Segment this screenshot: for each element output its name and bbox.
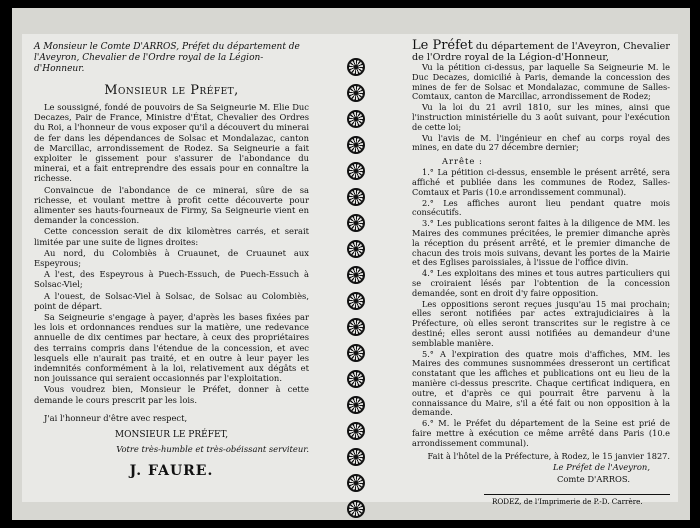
rosette-ornament-icon	[347, 396, 365, 414]
petition-servant-line: Votre très-humble et très-obéissant serviteur.	[116, 443, 309, 454]
decree-article: 3.° Les publications seront faites à la diligence de MM. les Maires des communes précitées, le premier dimanche après la réception du présent arrêté, et le premier dimanche de chacun des trois mois suivans, devant les portes de la Mairie et des Eglises paroissiales, à l'issue de l'office divin.	[412, 218, 670, 268]
decree-article: 1.° La pétition ci-dessus, ensemble le présent arrêté, sera affiché et publiée dans les communes de Rodez, Salles-Comtaux et Paris (10.e arrondissement communal).	[412, 167, 670, 197]
decree-heading-rest: du département de l'Aveyron, Chevalier de l'Ordre royal de la Légion-d'Honneur,	[412, 41, 670, 63]
rosette-ornament-icon	[347, 214, 365, 232]
decree-article: 5.° A l'expiration des quatre mois d'affiches, MM. les Maires des communes susnommées dresseront un certificat constatant que les affiches et publications ont eu lieu de la manière ci-dessus prescrite. Chaque certificat indiquera, en outre, et d'après ce qui pourrait être parvenu à la connaissance du Maire, s'il a été fait ou non opposition à la demande.	[412, 348, 670, 418]
petition-paragraph: Sa Seigneurie s'engage à payer, d'après les bases fixées par les lois et ordonnances rendues sur la matière, une redevance annuelle de dix centimes par hectare, à ceux des propriétaires des terrains compris dans l'étendue de la concession, et avec lesquels elle n'aurait pas traité, et en outre à leur payer les indemnités conformément à la loi, relativement aux dégâts et non jouissance qui seraient occasionnés par l'exploitation.	[34, 312, 309, 384]
petition-column	[34, 34, 309, 479]
decree-date-line: Fait à l'hôtel de la Préfecture, à Rodez, le 15 janvier 1827.	[427, 451, 670, 462]
petition-paragraph: A l'ouest, de Solsac-Viel à Solsac, de Solsac au Colombiès, point de départ.	[34, 290, 309, 311]
decree-comte-name: Comte D'ARROS.	[556, 474, 630, 485]
poster-page	[22, 34, 678, 506]
petition-paragraph: Cette concession serait de dix kilomètres carrés, et serait limitée par une suite de lignes droites:	[34, 226, 309, 247]
decree-prefect-signature: Le Préfet de l'Aveyron,	[552, 462, 650, 473]
decree-article: 6.° M. le Préfet du département de la Seine est prié de faire mettre à exécution ce même arrêté dans Paris (10.e arrondissement communal).	[412, 418, 670, 448]
petition-paragraph: Vous voudrez bien, Monsieur le Préfet, donner à cette demande le cours prescrit par les lois.	[34, 384, 309, 405]
decree-article: 4.° Les exploitans des mines et tous autres particuliers qui se croiraient lésés par l'obtention de la concession demandée, sont en droit d'y faire opposition.	[412, 268, 670, 298]
decree-arrete-label: Arrête :	[442, 156, 483, 167]
petition-closing: J'ai l'honneur d'être avec respect,	[44, 412, 188, 423]
rosette-ornament-icon	[347, 110, 365, 128]
decree-considerant: Vu l'avis de M. l'ingénieur en chef au corps royal des mines, en date du 27 décembre dernier;	[412, 132, 670, 153]
rosette-ornament-icon	[347, 188, 365, 206]
rosette-ornament-icon	[347, 422, 365, 440]
petition-address: A Monsieur le Comte D'ARROS, Préfet du département de l'Aveyron, Chevalier de l'Ordre royal de la Légion-d'Honneur.	[34, 42, 300, 74]
ornament-divider	[343, 58, 369, 518]
rosette-ornament-icon	[347, 370, 365, 388]
petition-paragraph: A l'est, des Espeyrous à Puech-Essuch, de Puech-Essuch à Solsac-Viel;	[34, 269, 309, 290]
rosette-ornament-icon	[347, 292, 365, 310]
rosette-ornament-icon	[347, 344, 365, 362]
document-sheet	[12, 8, 690, 520]
prefect-decree-column	[412, 34, 670, 484]
decree-considerant: Vu la loi du 21 avril 1810, sur les mines, ainsi que l'instruction ministérielle du 3 août suivant, pour l'exécution de cette loi;	[412, 102, 670, 132]
imprint-divider	[484, 494, 670, 495]
petition-closing-title: MONSIEUR LE PRÉFET,	[114, 429, 229, 440]
rosette-ornament-icon	[347, 58, 365, 76]
petition-paragraph: Au nord, du Colombiès à Cruaunet, de Cruaunet aux Espeyrous;	[34, 247, 309, 269]
petition-body	[34, 102, 309, 405]
decree-article: Les oppositions seront reçues jusqu'au 15 mai prochain; elles seront notifiées par actes extrajudiciaires à la Préfecture, où elles seront transcrites sur le registre à ce destiné; elles seront aussi notifiées au demandeur d'une semblable manière.	[412, 298, 670, 348]
rosette-ornament-icon	[347, 500, 365, 518]
rosette-ornament-icon	[347, 84, 365, 102]
rosette-ornament-icon	[347, 240, 365, 258]
petition-paragraph: Convaincue de l'abondance de ce minerai, sûre de sa richesse, et voulant mettre à profit cette découverte pour alimenter ses hauts-fourneaux de Firmy, Sa Seigneurie vient en demander la concession.	[34, 184, 309, 226]
rosette-ornament-icon	[347, 162, 365, 180]
decree-heading-title: Le Préfet	[412, 38, 473, 53]
petition-greeting: Monsieur le Préfet,	[104, 83, 239, 98]
petition-paragraph: Le soussigné, fondé de pouvoirs de Sa Seigneurie M. Elie Duc Decazes, Pair de France, Ministre d'État, Chevalier des Ordres du Roi, a l'honneur de vous exposer qu'il a découvert du minerai de fer dans les dépendances de Solsac et Mondalazac, canton de Marcillac, arrondissement de Rodez. Sa Seigneurie a fait exploiter le gissement pour s'assurer de l'abondance du minerai, et a fait entreprendre des essais pour en connaître la richesse.	[34, 102, 309, 184]
rosette-ornament-icon	[347, 474, 365, 492]
rosette-ornament-icon	[347, 448, 365, 466]
decree-considerant: Vu la pétition ci-dessus, par laquelle Sa Seigneurie M. le Duc Decazes, domicilié à Paris, demande la concession des mines de fer de Solsac et Mondalazac, commune de Salles-Comtaux, canton de Marcillac, arrondissement de Rodez;	[412, 62, 670, 102]
petition-signature: J. FAURE.	[129, 462, 214, 479]
printer-imprint: RODEZ, de l'Imprimerie de P.-D. Carrère.	[492, 497, 643, 506]
decree-article: 2.° Les affiches auront lieu pendant quatre mois consécutifs.	[412, 197, 670, 218]
rosette-ornament-icon	[347, 136, 365, 154]
decree-heading	[412, 40, 670, 63]
rosette-ornament-icon	[347, 318, 365, 336]
rosette-ornament-icon	[347, 266, 365, 284]
